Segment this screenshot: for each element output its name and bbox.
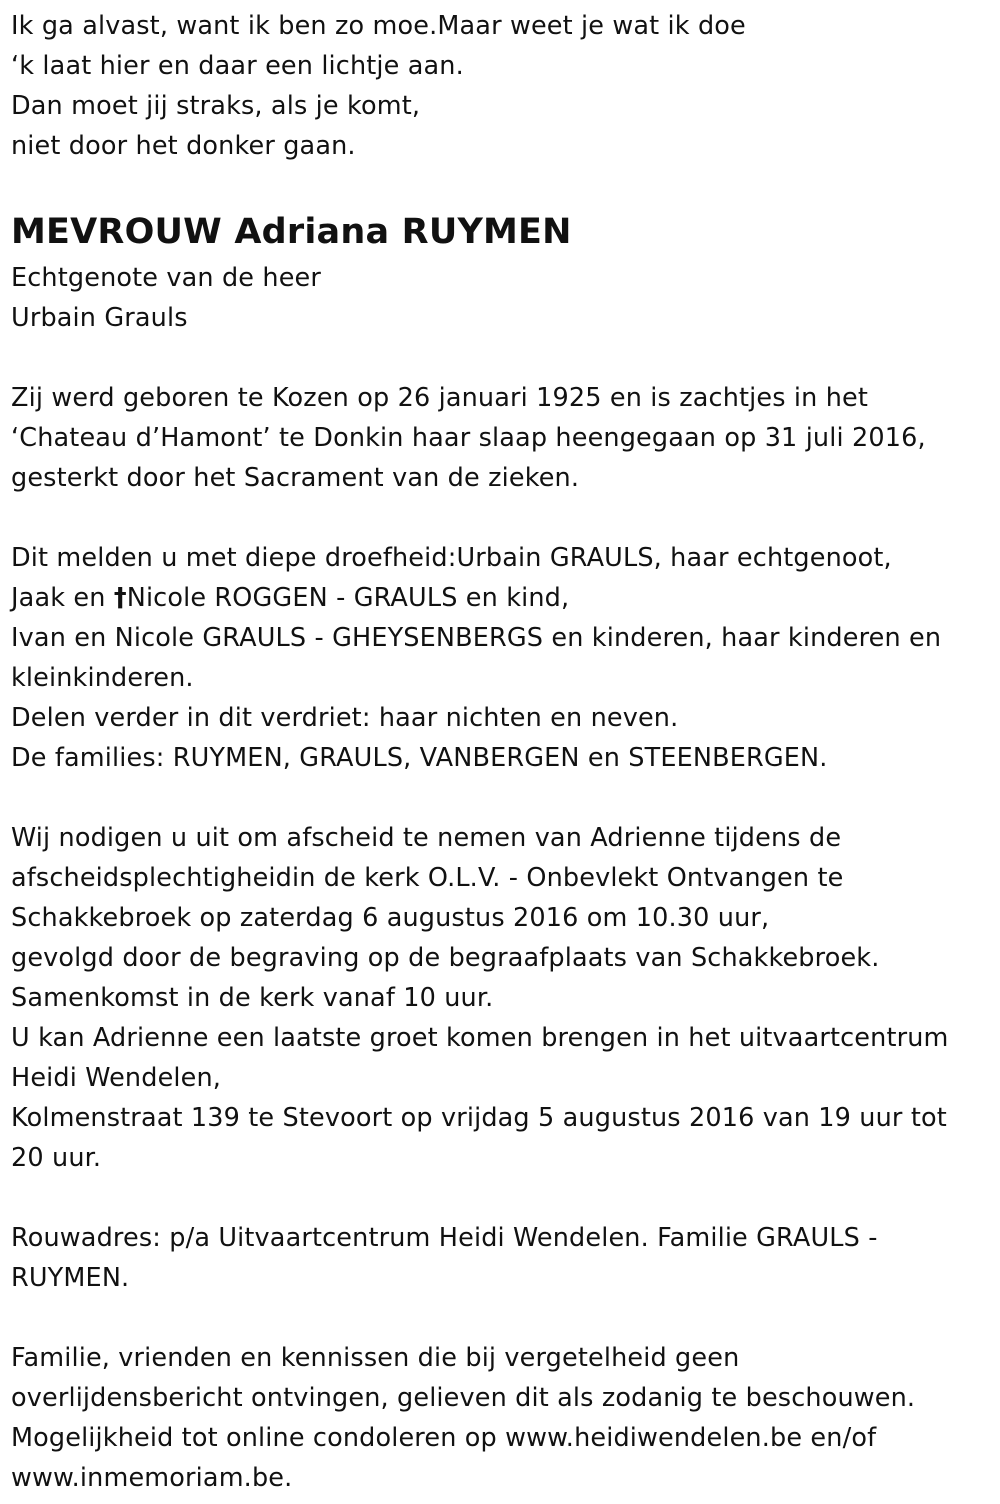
family-section — [11, 538, 991, 778]
address-line: RUYMEN. — [11, 1263, 130, 1293]
poem-line: Ik ga alvast, want ik ben zo moe.Maar weet je wat ik doe — [11, 11, 746, 41]
family-line: kleinkinderen. — [11, 663, 194, 693]
deceased-name-title: MEVROUW Adriana RUYMEN — [11, 212, 572, 252]
address-line: Rouwadres: p/a Uitvaartcentrum Heidi Wendelen. Familie GRAULS - — [11, 1223, 878, 1253]
ceremony-line: Schakkebroek op zaterdag 6 augustus 2016 om 10.30 uur, — [11, 903, 770, 933]
family-text: Jaak en — [11, 583, 114, 613]
spacer — [11, 338, 991, 378]
family-line: Delen verder in dit verdriet: haar nichten en neven. — [11, 703, 679, 733]
ceremony-line: Wij nodigen u uit om afscheid te nemen van Adrienne tijdens de — [11, 823, 842, 853]
ceremony-line: afscheidsplechtigheidin de kerk O.L.V. - Onbevlekt Ontvangen te — [11, 863, 844, 893]
spouse-line: Echtgenote van de heer — [11, 263, 322, 293]
birth-death-line: ‘Chateau d’Hamont’ te Donkin haar slaap heengegaan op 31 juli 2016, — [11, 423, 926, 453]
spacer — [11, 166, 991, 206]
poem-line: niet door het donker gaan. — [11, 131, 356, 161]
spacer — [11, 778, 991, 818]
ceremony-line: gevolgd door de begraving op de begraafplaats van Schakkebroek. — [11, 943, 880, 973]
family-text: Nicole ROGGEN - GRAULS en kind, — [126, 583, 570, 613]
address-section — [11, 1218, 991, 1298]
family-line: De families: RUYMEN, GRAULS, VANBERGEN en STEENBERGEN. — [11, 743, 828, 773]
family-line-with-cross — [11, 578, 991, 618]
birth-death-line: gesterkt door het Sacrament van de zieken. — [11, 463, 580, 493]
spacer — [11, 1298, 991, 1338]
notice-section — [11, 1338, 991, 1498]
cross-icon: † — [113, 583, 127, 613]
poem-line: Dan moet jij straks, als je komt, — [11, 91, 421, 121]
ceremony-line: Heidi Wendelen, — [11, 1063, 222, 1093]
ceremony-line: U kan Adrienne een laatste groet komen brengen in het uitvaartcentrum — [11, 1023, 949, 1053]
poem-section — [11, 6, 991, 166]
notice-line: www.inmemoriam.be. — [11, 1463, 293, 1493]
birth-death-section — [11, 378, 991, 498]
poem-line: ‘k laat hier en daar een lichtje aan. — [11, 51, 464, 81]
family-line: Ivan en Nicole GRAULS - GHEYSENBERGS en kinderen, haar kinderen en — [11, 623, 942, 653]
ceremony-section — [11, 818, 991, 1178]
notice-line: overlijdensbericht ontvingen, gelieven dit als zodanig te beschouwen. — [11, 1383, 916, 1413]
notice-line: Familie, vrienden en kennissen die bij vergetelheid geen — [11, 1343, 740, 1373]
birth-death-line: Zij werd geboren te Kozen op 26 januari 1925 en is zachtjes in het — [11, 383, 869, 413]
ceremony-line: Samenkomst in de kerk vanaf 10 uur. — [11, 983, 494, 1013]
spouse-line: Urbain Grauls — [11, 303, 188, 333]
ceremony-line: Kolmenstraat 139 te Stevoort op vrijdag 5 augustus 2016 van 19 uur tot — [11, 1103, 947, 1133]
spacer — [11, 1178, 991, 1218]
family-line: Dit melden u met diepe droefheid:Urbain GRAULS, haar echtgenoot, — [11, 543, 892, 573]
obituary-document — [11, 6, 991, 1498]
ceremony-line: 20 uur. — [11, 1143, 102, 1173]
spacer — [11, 498, 991, 538]
spouse-section — [11, 258, 991, 338]
notice-line: Mogelijkheid tot online condoleren op www.heidiwendelen.be en/of — [11, 1423, 877, 1453]
